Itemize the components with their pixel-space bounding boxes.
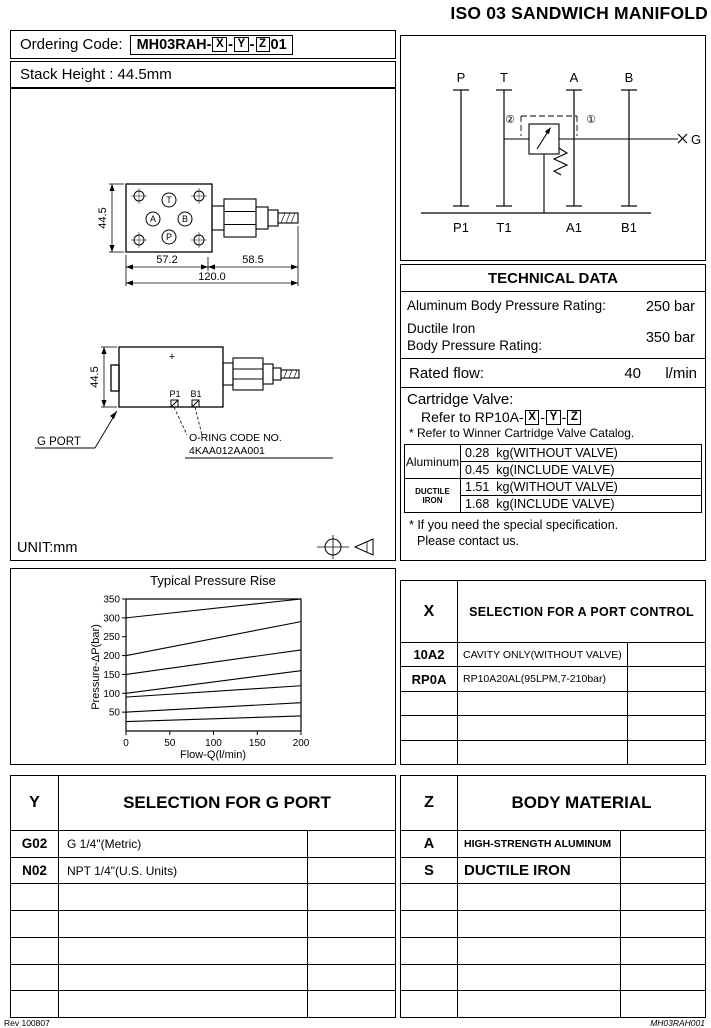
oring-code-label: O-RING CODE NO.	[189, 432, 282, 444]
svg-text:150: 150	[248, 738, 266, 749]
table-x-title: SELECTION FOR A PORT CONTROL	[469, 604, 694, 619]
rated-flow-row	[401, 359, 705, 388]
row-extra-cell	[621, 991, 705, 1017]
ordering-code-label: Ordering Code:	[20, 36, 123, 53]
row-extra-cell	[621, 858, 705, 884]
row-desc: RP10A20AL(95LPM,7-210bar)	[458, 667, 628, 690]
schematic-port-p1: P1	[453, 220, 469, 235]
cartridge-ref-prefix: Refer to RP10A-	[421, 409, 524, 425]
row-desc	[458, 938, 621, 964]
row-code: 10A2	[401, 643, 458, 666]
thread-hatching	[281, 213, 295, 223]
dimension-lines-side	[101, 347, 117, 407]
table-y-code-header: Y	[11, 776, 59, 830]
row-extra-cell	[628, 643, 705, 666]
chart-title: Typical Pressure Rise	[150, 573, 276, 588]
table-x-header	[401, 581, 705, 643]
chart-ylabel: Pressure-ΔP(bar)	[90, 624, 102, 710]
projection-symbol	[317, 535, 373, 559]
svg-text:250: 250	[103, 632, 120, 644]
row-extra-cell	[628, 741, 705, 764]
page-title: ISO 03 SANDWICH MANIFOLD	[450, 3, 708, 23]
technical-data-title: TECHNICAL DATA	[401, 265, 705, 292]
port-label-b1: B1	[190, 389, 202, 399]
iron-label-line2: Body Pressure Rating:	[407, 337, 543, 353]
row-code	[11, 991, 59, 1017]
row-extra-cell	[628, 667, 705, 690]
cartridge-valve-label: Cartridge Valve:	[407, 391, 514, 408]
row-code	[11, 911, 59, 937]
schematic-port-a: A	[569, 70, 579, 85]
row-code	[401, 938, 458, 964]
table-z-title: BODY MATERIAL	[511, 793, 652, 812]
table-row	[401, 938, 705, 965]
weight-without-valve: 1.51 kg(WITHOUT VALVE)	[461, 479, 701, 496]
revision-label: Rev 100807	[4, 1018, 50, 1028]
dim-total: 120.0	[198, 271, 226, 283]
table-row	[401, 911, 705, 938]
code-z: Z	[256, 37, 270, 52]
side-view-drawing	[35, 347, 333, 458]
row-desc	[458, 991, 621, 1017]
row-extra-cell	[621, 965, 705, 991]
rated-flow-unit: l/min	[665, 364, 697, 382]
row-code	[401, 692, 458, 715]
pressure-rise-chart-panel	[10, 568, 396, 765]
code-x: X	[212, 37, 227, 52]
dim-height-top: 44.5	[97, 207, 109, 229]
schematic-port-t: T	[500, 70, 508, 85]
row-extra-cell	[621, 884, 705, 910]
table-row	[11, 831, 395, 858]
rated-flow-value: 40	[624, 364, 641, 382]
plus-mark: +	[168, 351, 176, 363]
unit-label: UNIT:mm	[17, 540, 78, 556]
code-prefix: MH03RAH-	[136, 36, 212, 53]
table-z-body-material	[400, 775, 706, 1018]
schematic-port-t1: T1	[496, 220, 512, 235]
row-extra-cell	[308, 858, 395, 884]
row-extra-cell	[628, 716, 705, 739]
row-desc	[59, 911, 308, 937]
oring-code-value: 4KAA012AA001	[189, 445, 265, 457]
g-port-label: G PORT	[37, 436, 81, 448]
row-desc	[59, 938, 308, 964]
row-extra-cell	[308, 884, 395, 910]
schematic-port-b1: B1	[621, 220, 637, 235]
row-code: S	[401, 858, 458, 884]
top-view-drawing	[97, 184, 298, 286]
row-code: G02	[11, 831, 59, 857]
table-row	[401, 692, 705, 716]
stack-height-label: Stack Height : 44.5mm	[20, 66, 172, 83]
stack-height-box	[10, 61, 396, 88]
row-code	[11, 938, 59, 964]
port-label-p1: P1	[169, 389, 181, 399]
table-row	[11, 938, 395, 965]
row-code: N02	[11, 858, 59, 884]
row-desc	[59, 965, 308, 991]
note-line2: Please contact us.	[417, 533, 520, 548]
table-y-selection	[10, 775, 396, 1018]
leader-lines	[174, 407, 202, 435]
svg-text:50: 50	[164, 738, 176, 749]
schematic-marker-1: ①	[586, 114, 596, 126]
cartridge-valve-side	[223, 358, 299, 390]
svg-text:300: 300	[103, 613, 120, 625]
hydraulic-schematic	[401, 36, 704, 259]
row-code	[401, 991, 458, 1017]
table-x-selection	[400, 580, 706, 765]
flow-lines	[421, 90, 651, 213]
code-y: Y	[234, 37, 249, 52]
schematic-port-b: B	[624, 70, 634, 85]
iron-label-line1: Ductile Iron	[407, 320, 476, 336]
row-code	[401, 911, 458, 937]
code-sep: -	[249, 36, 255, 53]
row-desc	[59, 884, 308, 910]
pressure-rise-chart	[11, 569, 394, 763]
table-row	[11, 965, 395, 992]
weight-material: Aluminum	[405, 445, 461, 478]
table-row	[401, 991, 705, 1017]
row-desc: NPT 1/4"(U.S. Units)	[59, 858, 308, 884]
cartridge-code-sep: -	[540, 409, 546, 425]
row-code	[401, 741, 458, 764]
cartridge-catalog-note: * Refer to Winner Cartridge Valve Catalog.	[409, 426, 635, 440]
thread-hatching-side	[284, 370, 297, 378]
row-extra-cell	[308, 911, 395, 937]
cartridge-code-y: Y	[546, 410, 561, 425]
table-row	[401, 884, 705, 911]
weight-material: DUCTILE IRON	[405, 479, 461, 512]
weight-table	[404, 444, 702, 513]
port-marks	[171, 400, 199, 407]
table-row	[401, 716, 705, 740]
code-sep: -	[228, 36, 233, 53]
weight-row-aluminum	[405, 445, 701, 479]
svg-text:100: 100	[103, 688, 120, 700]
aluminum-pressure-value: 250 bar	[645, 298, 695, 315]
row-code: A	[401, 831, 458, 857]
code-suffix: 01	[270, 36, 287, 53]
row-extra-cell	[308, 991, 395, 1017]
dim-height-side: 44.5	[89, 366, 101, 388]
row-desc	[458, 741, 628, 764]
table-z-header	[401, 776, 705, 831]
relief-valve-symbol	[504, 124, 678, 213]
pressure-rating-section	[401, 292, 705, 359]
table-row	[401, 741, 705, 764]
svg-text:50: 50	[108, 707, 120, 719]
g-plug-mark	[678, 134, 687, 143]
table-row	[401, 831, 705, 858]
row-extra-cell	[621, 831, 705, 857]
table-row	[401, 965, 705, 992]
row-extra-cell	[628, 692, 705, 715]
svg-text:0: 0	[123, 738, 129, 749]
table-row	[401, 858, 705, 885]
row-desc	[458, 884, 621, 910]
weight-include-valve: 1.68 kg(INCLUDE VALVE)	[465, 497, 615, 511]
schematic-port-g: G	[690, 132, 702, 147]
row-desc	[458, 692, 628, 715]
dim-left: 57.2	[156, 254, 178, 266]
svg-text:100: 100	[205, 738, 222, 749]
table-y-title: SELECTION FOR G PORT	[123, 793, 331, 812]
port-label-a: A	[149, 214, 157, 224]
weight-without-valve: 0.28 kg(WITHOUT VALVE)	[461, 445, 701, 462]
cartridge-valve-top	[212, 199, 298, 237]
table-z-code-header: Z	[401, 776, 458, 830]
chart-plot-area	[103, 595, 309, 750]
row-desc	[458, 911, 621, 937]
cartridge-valve-section	[401, 388, 705, 442]
row-extra-cell	[308, 938, 395, 964]
document-code: MH03RAH001	[650, 1018, 705, 1028]
table-y-header	[11, 776, 395, 831]
row-desc	[458, 965, 621, 991]
cartridge-code-z: Z	[567, 410, 581, 425]
row-extra-cell	[308, 965, 395, 991]
technical-data-panel	[400, 264, 706, 561]
dimensional-drawings	[11, 89, 394, 559]
svg-text:150: 150	[103, 669, 120, 681]
port-label-t: T	[166, 195, 172, 205]
row-desc	[59, 991, 308, 1017]
port-label-b: B	[181, 214, 189, 224]
ordering-code-value	[130, 35, 293, 55]
row-desc: HIGH-STRENGTH ALUMINUM	[458, 831, 621, 857]
schematic-panel	[400, 35, 706, 261]
row-extra-cell	[621, 911, 705, 937]
aluminum-pressure-label: Aluminum Body Pressure Rating:	[407, 298, 606, 314]
special-specification-note	[401, 513, 705, 549]
cartridge-code-x: X	[525, 410, 540, 425]
ordering-code-box	[10, 30, 396, 59]
schematic-marker-2: ②	[505, 114, 515, 126]
row-code	[401, 965, 458, 991]
row-code	[11, 884, 59, 910]
row-code: RP0A	[401, 667, 458, 690]
row-desc: DUCTILE IRON	[458, 858, 621, 884]
svg-text:350: 350	[103, 594, 120, 606]
table-row	[11, 991, 395, 1017]
row-desc	[458, 716, 628, 739]
cartridge-code-sep: -	[561, 409, 567, 425]
row-code	[401, 884, 458, 910]
row-desc: CAVITY ONLY(WITHOUT VALVE)	[458, 643, 628, 666]
row-desc: G 1/4"(Metric)	[59, 831, 308, 857]
schematic-port-a1: A1	[566, 220, 582, 235]
note-line1: * If you need the special specification.	[409, 518, 619, 532]
schematic-port-p: P	[456, 70, 466, 85]
table-row	[401, 667, 705, 691]
weight-row-ductile-iron	[405, 479, 701, 512]
table-row	[11, 884, 395, 911]
row-extra-cell	[308, 831, 395, 857]
table-x-code-header: X	[401, 581, 458, 642]
rated-flow-label: Rated flow:	[409, 364, 485, 382]
cartridge-valve-reference	[407, 409, 699, 425]
dim-right: 58.5	[242, 254, 264, 266]
row-extra-cell	[621, 938, 705, 964]
table-row	[11, 911, 395, 938]
table-row	[401, 643, 705, 667]
chart-xlabel: Flow-Q(l/min)	[180, 749, 246, 761]
drawing-panel	[10, 88, 396, 561]
iron-pressure-value: 350 bar	[645, 329, 695, 346]
svg-text:200: 200	[292, 738, 310, 749]
row-code	[401, 716, 458, 739]
port-label-p: P	[165, 232, 173, 242]
iron-pressure-label	[407, 321, 542, 355]
weight-include-valve: 0.45 kg(INCLUDE VALVE)	[465, 463, 615, 477]
table-row	[11, 858, 395, 885]
row-code	[11, 965, 59, 991]
svg-text:200: 200	[103, 651, 120, 663]
